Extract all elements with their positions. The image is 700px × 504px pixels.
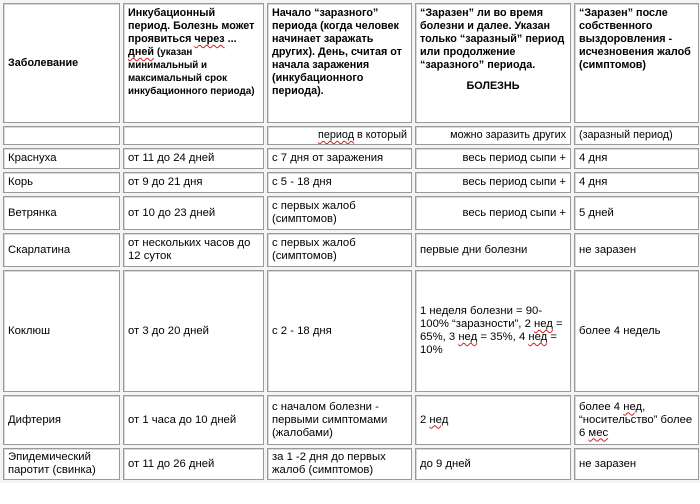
during-week-abbr: нед — [534, 318, 553, 330]
table-row — [3, 395, 699, 445]
start-cell: с первых жалоб (симптомов) — [267, 233, 412, 267]
after-text: более 4 — [579, 400, 624, 413]
after-cell — [574, 395, 699, 445]
disease-cell: Дифтерия — [3, 395, 120, 445]
subheader-start — [267, 126, 412, 145]
incubation-cell: от 10 до 23 дней — [123, 196, 264, 230]
header-incubation — [123, 3, 264, 123]
after-cell: 5 дней — [574, 196, 699, 230]
header-disease-text: Заболевание — [8, 57, 79, 69]
subheader-empty — [3, 126, 120, 145]
incubation-cell: от 11 до 24 дней — [123, 148, 264, 169]
table-row — [3, 196, 699, 230]
during-text: = 65%, 3 — [420, 318, 563, 343]
during-cell — [415, 270, 571, 392]
table-row — [3, 233, 699, 267]
subheader-after-text: (заразный период) — [579, 129, 673, 141]
subheader-empty-2 — [123, 126, 264, 145]
subheader-during — [415, 126, 571, 145]
incubation-cell: от 3 до 20 дней — [123, 270, 264, 392]
header-contagious-start-text: Начало “заразного” периода (когда человек начинает заражать других). День, считая от начала заражения (инкубационного периода). — [272, 7, 402, 97]
after-week-abbr: нед — [623, 400, 643, 413]
after-cell: не заразен — [574, 448, 699, 480]
subheader-row — [3, 126, 699, 145]
subheader-after — [574, 126, 699, 145]
disease-cell: Ветрянка — [3, 196, 120, 230]
header-incubation-note: (указан минимальный и максимальный срок инкубационного периода) — [128, 47, 255, 97]
during-cell: весь период сыпи + — [415, 148, 571, 169]
after-cell: более 4 недель — [574, 270, 699, 392]
after-cell: не заразен — [574, 233, 699, 267]
during-cell: до 9 дней — [415, 448, 571, 480]
start-cell: с 5 - 18 дня — [267, 172, 412, 193]
after-month-abbr: мес — [588, 426, 609, 439]
during-cell: весь период сыпи + — [415, 196, 571, 230]
during-text: 2 — [420, 413, 430, 426]
header-contagious-start — [267, 3, 412, 123]
header-illness-label: БОЛЕЗНЬ — [466, 80, 520, 92]
header-after-recovery — [574, 3, 699, 123]
after-cell: 4 дня — [574, 172, 699, 193]
after-text: , “носительство” более 6 — [579, 400, 693, 439]
subheader-period-rest: в который — [354, 129, 407, 141]
incubation-cell: от нескольких часов до 12 суток — [123, 233, 264, 267]
disease-cell: Эпидемический паротит (свинка) — [3, 448, 120, 480]
during-cell: первые дни болезни — [415, 233, 571, 267]
after-cell: 4 дня — [574, 148, 699, 169]
start-cell: с 2 - 18 дня — [267, 270, 412, 392]
table-row — [3, 172, 699, 193]
during-week-abbr: нед — [528, 331, 548, 343]
disease-cell: Корь — [3, 172, 120, 193]
incubation-cell: от 1 часа до 10 дней — [123, 395, 264, 445]
header-incubation-days: дней — [128, 46, 155, 58]
during-text: 1 неделя болезни = 90-100% “заразности”, 2 — [420, 305, 543, 330]
during-text: = 35%, 4 — [477, 331, 529, 343]
during-week-abbr: нед — [429, 413, 449, 426]
during-week-abbr: нед — [458, 331, 478, 343]
table-row — [3, 448, 699, 480]
header-during-illness — [415, 3, 571, 123]
disease-cell: Скарлатина — [3, 233, 120, 267]
during-cell — [415, 395, 571, 445]
subheader-period-word: период — [318, 129, 355, 141]
incubation-cell: от 9 до 21 дня — [123, 172, 264, 193]
start-cell: с первых жалоб (симптомов) — [267, 196, 412, 230]
during-text: = 10% — [420, 331, 557, 356]
table-row — [3, 270, 699, 392]
during-cell: весь период сыпи + — [415, 172, 571, 193]
subheader-during-text: можно заразить других — [450, 129, 566, 141]
table-row — [3, 148, 699, 169]
start-cell: с 7 дня от заражения — [267, 148, 412, 169]
start-cell: с началом болезни - первыми симптомами (жалобами) — [267, 395, 412, 445]
header-during-text: “Заразен” ли во время болезни и далее. Указан только “заразный” период или продолжение “заразного” периода. — [420, 7, 565, 71]
header-incubation-mid: ... — [224, 33, 237, 45]
disease-cell: Краснуха — [3, 148, 120, 169]
header-after-recovery-text: “Заразен” после собственного выздоровления - исчезновения жалоб (симптомов) — [579, 7, 691, 71]
disease-cell: Коклюш — [3, 270, 120, 392]
header-incubation-through: через — [194, 33, 225, 45]
header-disease — [3, 3, 120, 123]
header-row — [3, 3, 699, 123]
header-incubation-text: Инкубационный период. Болезнь может проявиться — [128, 7, 255, 45]
start-cell: за 1 -2 дня до первых жалоб (симптомов) — [267, 448, 412, 480]
incubation-cell: от 11 до 26 дней — [123, 448, 264, 480]
